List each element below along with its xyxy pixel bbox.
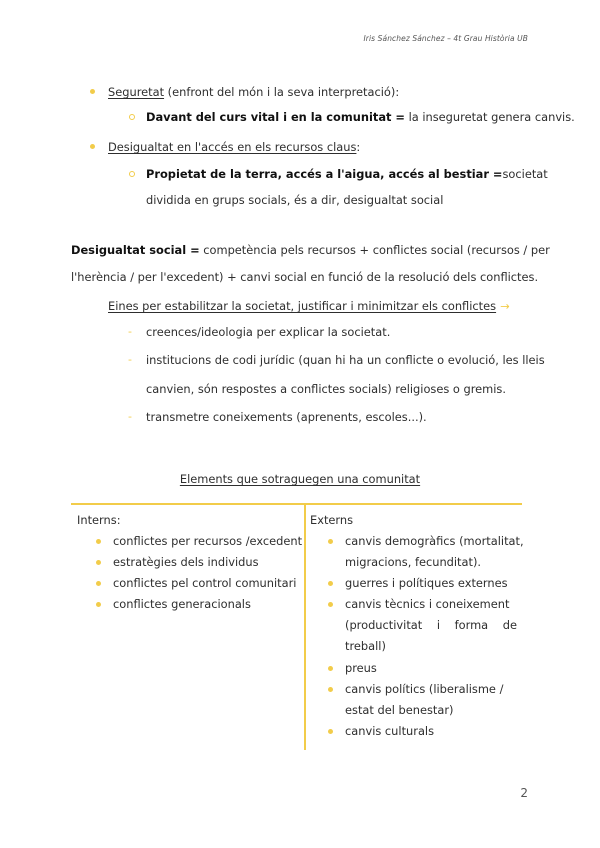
page-header: Iris Sánchez Sánchez – 4t Grau Història UB <box>363 34 528 43</box>
table-top-border <box>71 503 522 505</box>
bullet-dot <box>90 144 95 149</box>
tools-item-cont: canvien, són respostes a conflictes socials) religioses o gremis. <box>146 382 506 396</box>
bullet-dot <box>90 89 95 94</box>
dash-marker: - <box>128 325 132 338</box>
sub-bullet-propietat: Propietat de la terra, accés a l'aigua, accés al bestiar = societat <box>146 167 548 181</box>
right-item: preus <box>345 661 377 675</box>
right-item: guerres i polítiques externes <box>345 576 508 590</box>
sub-bullet-propietat-cont: dividida en grups socials, és a dir, desigualtat social <box>146 193 444 207</box>
bullet-dot <box>328 602 333 607</box>
right-item-cont: migracions, fecunditat). <box>345 555 482 569</box>
bullet-dot <box>328 581 333 586</box>
right-item-cont: estat del benestar) <box>345 703 454 717</box>
right-item: canvis polítics (liberalisme / <box>345 682 504 696</box>
bullet-dot <box>96 602 101 607</box>
tools-item: creences/ideologia per explicar la societat. <box>146 325 391 339</box>
paragraph-line2: l'herència / per l'excedent) + canvi social en funció de la resolució dels conflictes. <box>71 270 539 284</box>
bullet-seguretat: Seguretat (enfront del món i la seva interpretació): <box>108 85 400 99</box>
bullet-dot <box>328 687 333 692</box>
bullet-dot <box>96 560 101 565</box>
dash-marker: - <box>128 353 132 366</box>
left-column-header: Interns: <box>77 513 121 527</box>
bullet-dot <box>328 666 333 671</box>
bullet-dot <box>328 539 333 544</box>
arrow-right-icon: → <box>500 299 510 313</box>
bullet-dot <box>328 729 333 734</box>
right-item-cont: treball) <box>345 639 386 653</box>
bullet-dot <box>96 581 101 586</box>
sub-bullet-ring <box>129 171 135 177</box>
table-title: Elements que sotraguegen una comunitat <box>179 472 421 486</box>
right-item-cont-justified: (productivitat i forma de <box>345 618 517 632</box>
left-item: estratègies dels individus <box>113 555 259 569</box>
left-item: conflictes per recursos /excedent <box>113 534 303 548</box>
table-column-divider <box>304 505 306 750</box>
sub-bullet-ring <box>129 114 135 120</box>
tools-item: institucions de codi jurídic (quan hi ha un conflicte o evolució, les lleis <box>146 353 545 367</box>
bullet-dot <box>96 539 101 544</box>
tools-heading: Eines per estabilitzar la societat, justificar i minimitzar els conflictes → <box>108 299 510 313</box>
right-item: canvis demogràfics (mortalitat, <box>345 534 524 548</box>
right-item: canvis tècnics i coneixement <box>345 597 510 611</box>
dash-marker: - <box>128 410 132 423</box>
paragraph-line1: Desigualtat social = competència pels recursos + conflictes social (recursos / per <box>71 243 550 257</box>
left-item: conflictes generacionals <box>113 597 251 611</box>
bullet-desigualtat: Desigualtat en l'accés en els recursos claus: <box>108 140 361 154</box>
right-item: canvis culturals <box>345 724 435 738</box>
tools-item: transmetre coneixements (aprenents, escoles...). <box>146 410 427 424</box>
right-column-header: Externs <box>310 513 354 527</box>
sub-bullet-curs-vital: Davant del curs vital i en la comunitat = la inseguretat genera canvis. <box>146 110 575 124</box>
left-item: conflictes pel control comunitari <box>113 576 297 590</box>
page-number: 2 <box>520 786 528 800</box>
